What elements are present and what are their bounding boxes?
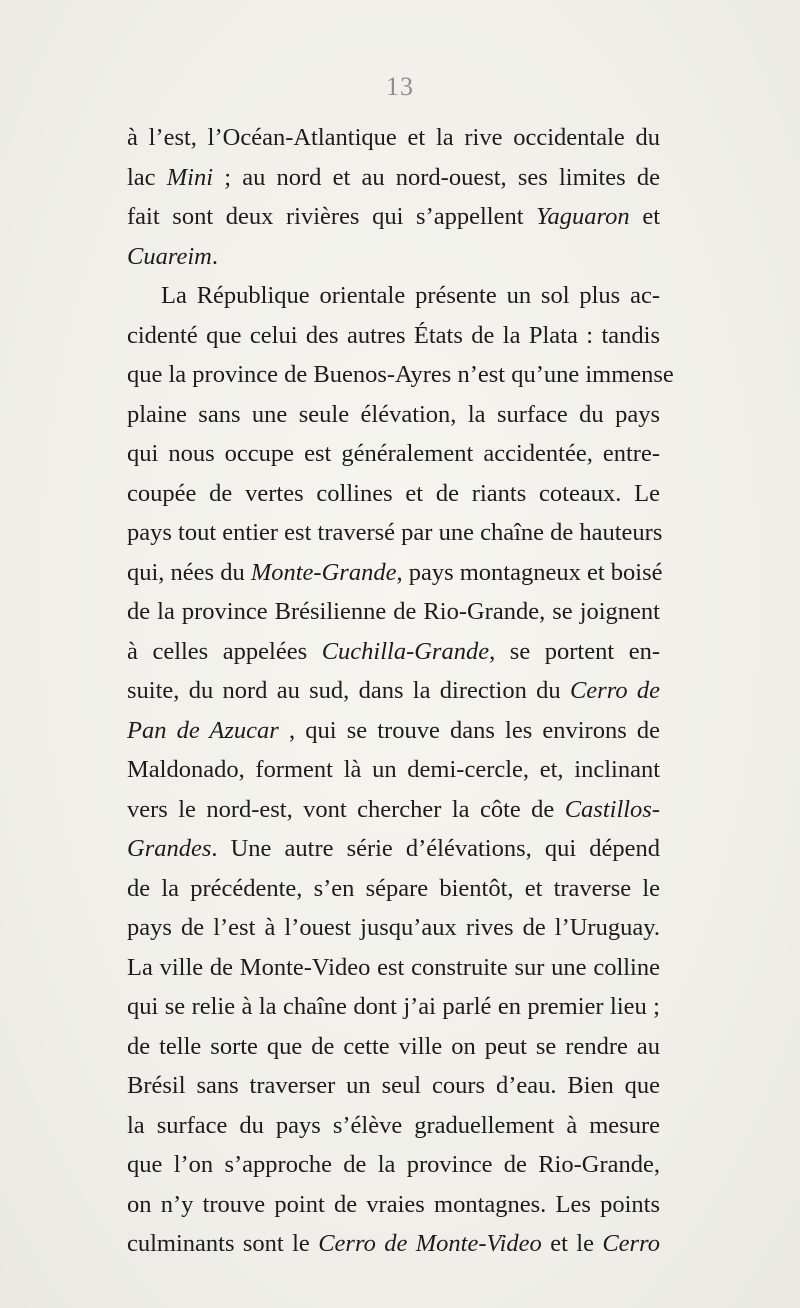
text-segment: qui se relie à la chaîne dont j’ai parlé en premier lieu ;: [127, 993, 660, 1020]
text-segment: on n’y trouve point de vraies montagnes. Les points: [127, 1190, 660, 1218]
italic-text: Mini: [166, 163, 214, 191]
text-segment: la surface du pays s’élève graduellement à mesure: [127, 1111, 660, 1139]
text-segment: Brésil sans traverser un seul cours d’eau. Bien que: [127, 1072, 660, 1099]
text-segment: qui, nées du: [127, 558, 251, 586]
text-line: [127, 395, 660, 435]
text-segment: coupée de vertes collines et de riants coteaux. Le: [127, 479, 660, 507]
text-segment: pays de l’est à l’ouest jusqu’aux rives de l’Uruguay.: [127, 914, 660, 941]
text-line: [127, 632, 660, 672]
text-line: [127, 987, 660, 1027]
text-line: [127, 592, 660, 632]
italic-text: Cerro de: [569, 677, 661, 704]
text-line: [127, 434, 660, 474]
text-line: [127, 158, 660, 198]
text-line: [127, 671, 660, 711]
text-line: [127, 553, 663, 593]
text-segment: plaine sans une seule élévation, la surface du pays: [127, 400, 660, 428]
text-line: [127, 1224, 660, 1264]
text-line: [127, 316, 660, 356]
text-line: [127, 513, 663, 553]
text-line: [127, 711, 660, 751]
page-number: 13: [386, 72, 414, 101]
text-segment: , qui se trouve dans les environs de: [278, 716, 660, 744]
italic-text: Cuchilla-Grande: [321, 637, 490, 665]
text-segment: de la précédente, s’en sépare bientôt, et traverse le: [127, 874, 660, 902]
text-line: [127, 118, 660, 158]
text-line: [127, 869, 660, 909]
text-line: [127, 1145, 660, 1185]
text-segment: lac: [127, 163, 167, 191]
text-segment: pays tout entier est traversé par une chaîne de hauteurs: [127, 519, 663, 546]
text-segment: ; au nord et au nord-ouest, ses limites de: [213, 163, 660, 191]
text-line: [127, 1185, 660, 1225]
text-line: [127, 355, 674, 395]
text-segment: à l’est, l’Océan-Atlantique et la rive occidentale du: [127, 124, 660, 151]
text-segment: , pays montagneux et boisé: [396, 558, 663, 586]
text-segment: vers le nord-est, vont chercher la côte de: [127, 795, 565, 823]
body-text: [127, 118, 674, 1264]
text-segment: , se portent en-: [489, 637, 661, 665]
text-line: [127, 197, 660, 237]
text-segment: de la province Brésilienne de Rio-Grande, se joignent: [127, 598, 660, 625]
text-segment: La République orientale présente un sol plus ac-: [161, 282, 660, 309]
italic-text: Monte-Grande: [250, 558, 397, 586]
text-segment: qui nous occupe est généralement accidentée, entre-: [127, 440, 660, 467]
italic-text: Grandes: [127, 835, 212, 862]
text-segment: de telle sorte que de cette ville on peut se rendre au: [127, 1032, 660, 1060]
text-segment: et le: [541, 1230, 603, 1257]
text-line: [127, 750, 660, 790]
text-line: [127, 1106, 660, 1146]
text-segment: La ville de Monte-Video est construite sur une colline: [127, 953, 660, 981]
text-segment: et: [629, 203, 661, 230]
text-line: [127, 790, 660, 830]
text-segment: que la province de Buenos-Ayres n’est qu’une immense: [127, 361, 674, 388]
text-segment: culminants sont le: [127, 1230, 319, 1257]
text-line: [127, 1066, 660, 1106]
text-line: [127, 908, 660, 948]
text-segment: .: [211, 242, 218, 270]
text-line: [127, 237, 660, 277]
text-line: [127, 276, 660, 316]
italic-text: Cerro de Monte-Video: [318, 1230, 542, 1257]
text-segment: Maldonado, forment là un demi-cercle, et, inclinant: [127, 756, 660, 783]
italic-text: Castillos-: [564, 795, 660, 823]
text-line: [127, 474, 660, 514]
text-segment: . Une autre série d’élévations, qui dépend: [211, 835, 660, 862]
text-line: [127, 1027, 660, 1067]
text-segment: suite, du nord au sud, dans la direction du: [127, 677, 570, 704]
text-segment: que l’on s’approche de la province de Rio-Grande,: [127, 1151, 660, 1178]
italic-text: Cerro: [602, 1230, 660, 1257]
text-segment: cidenté que celui des autres États de la Plata : tandis: [127, 321, 660, 349]
text-segment: à celles appelées: [127, 637, 322, 665]
italic-text: Pan de Azucar: [127, 716, 279, 744]
text-segment: fait sont deux rivières qui s’appellent: [127, 203, 537, 230]
text-line: [127, 829, 660, 869]
italic-text: Cuareim: [127, 242, 212, 270]
italic-text: Yaguaron: [536, 203, 630, 230]
text-line: [127, 948, 660, 988]
